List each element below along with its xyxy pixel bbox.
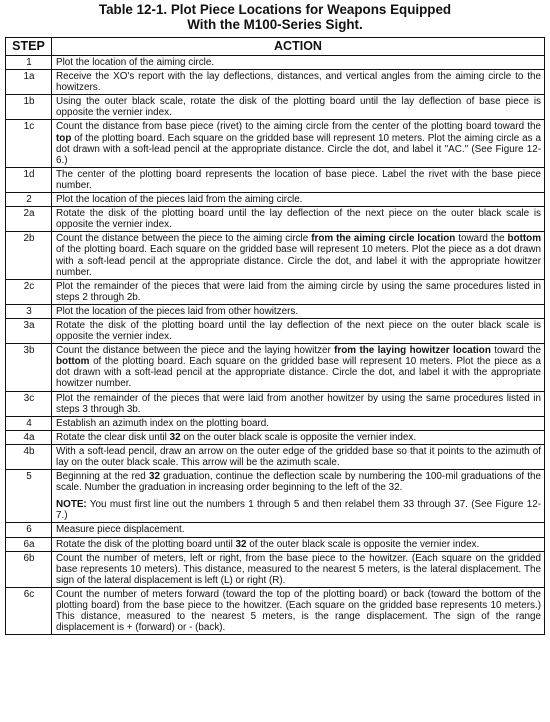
action-text: toward the	[455, 233, 508, 245]
action-cell	[52, 344, 545, 391]
step-cell: 3a	[6, 318, 52, 343]
action-cell	[52, 416, 545, 430]
action-column-header: ACTION	[52, 38, 545, 56]
action-cell	[52, 470, 545, 523]
action-text: With a soft-lead pencil, draw an arrow on the outer edge of the gridded base so that it points to the azimuth of lay on the outer black scale. This arrow will be the azimuth scale.	[56, 445, 541, 468]
action-text: toward the	[490, 345, 542, 357]
action-cell	[52, 70, 545, 95]
table-row	[6, 304, 545, 318]
table-title-line-1: Table 12-1. Plot Piece Locations for Weapons Equipped	[98, 2, 452, 17]
step-cell: 6b	[6, 551, 52, 587]
procedure-table	[5, 37, 545, 635]
step-cell: 1d	[6, 167, 52, 192]
action-cell	[52, 523, 545, 537]
action-text: Rotate the disk of the plotting board until the lay deflection of the next piece on the outer black scale is opposite the vernier index.	[56, 319, 541, 343]
step-cell: 1	[6, 56, 52, 70]
step-cell: 6	[6, 523, 52, 537]
table-title-line-2: With the M100-Series Sight.	[187, 17, 363, 32]
action-text: Rotate the clear disk until	[56, 431, 170, 443]
action-text: Receive the XO's report with the lay deflections, distances, and vertical angles from the aiming circle to the howitzers.	[56, 71, 541, 94]
emphasized-text: from the laying howitzer location	[334, 345, 491, 357]
action-text: of the plotting board. Each square on the gridded base will represent 10 meters. Plot the aiming circle as a dot drawn with a soft-lead pencil at the appropriate distance. Circle the dot, and label it "AC." (See Figure 12-6.)	[56, 132, 541, 166]
action-cell	[52, 207, 545, 232]
action-text: Beginning at the red	[56, 471, 149, 483]
emphasized-text: bottom	[56, 356, 90, 368]
action-cell	[52, 318, 545, 343]
step-cell: 2	[6, 193, 52, 207]
table-row	[6, 70, 545, 95]
step-cell: 3b	[6, 344, 52, 391]
action-text: Plot the location of the pieces laid from other howitzers.	[56, 305, 299, 317]
table-row	[6, 537, 545, 551]
step-column-header: STEP	[6, 38, 52, 56]
action-cell	[52, 391, 545, 416]
emphasized-text: top	[56, 132, 72, 144]
action-cell	[52, 304, 545, 318]
action-cell	[52, 537, 545, 551]
action-text: Plot the location of the pieces laid from the aiming circle.	[56, 194, 303, 206]
action-text: Plot the remainder of the pieces that were laid from the aiming circle by using the same procedures listed in steps 2 through 2b.	[56, 280, 541, 303]
table-row	[6, 95, 545, 120]
table-row	[6, 279, 545, 304]
step-cell: 6a	[6, 537, 52, 551]
emphasized-text: from the aiming circle location	[311, 233, 456, 245]
step-cell: 1c	[6, 120, 52, 167]
action-cell	[52, 193, 545, 207]
table-row	[6, 344, 545, 391]
action-cell	[52, 444, 545, 469]
table-header-row	[6, 38, 545, 56]
action-cell	[52, 279, 545, 304]
emphasized-text: 32	[169, 431, 181, 443]
table-row	[6, 430, 545, 444]
action-text: Count the number of meters forward (toward the top of the plotting board) or back (toward the bottom of the plotting board) from the base piece to the howitzer. (Each square on the gridded base represents 10 meters.) This distance, measured to the nearest 5 meters, is the range displacement. The sign of the range displacement is + (forward) or - (back).	[56, 588, 541, 634]
action-text: of the plotting board. Each square on the gridded base will represent 10 meters. Plot the piece as a dot drawn with a soft-lead pencil at the appropriate distance. Circle the dot, and label it with the appropriate howitzer number.	[56, 356, 541, 390]
action-text: Rotate the disk of the plotting board until the lay deflection of the next piece on the outer black scale is opposite the vernier index.	[56, 208, 541, 231]
step-cell: 2a	[6, 207, 52, 232]
note-text: You must first line out the numbers 1 through 5 and then relabel them 33 through 37. (See Figure 12-7.)	[56, 499, 541, 522]
step-cell: 4b	[6, 444, 52, 469]
table-row	[6, 207, 545, 232]
action-text: Establish an azimuth index on the plotting board.	[56, 417, 269, 429]
table-row	[6, 56, 545, 70]
step-cell: 4	[6, 416, 52, 430]
action-cell	[52, 167, 545, 192]
step-cell: 1b	[6, 95, 52, 120]
action-cell	[52, 430, 545, 444]
table-row	[6, 193, 545, 207]
action-text: The center of the plotting board represents the location of base piece. Label the rivet with the base piece number.	[56, 168, 541, 191]
action-cell	[52, 95, 545, 120]
action-cell	[52, 587, 545, 634]
action-text: Count the distance between the piece and the laying howitzer	[56, 345, 335, 357]
table-row	[6, 391, 545, 416]
action-cell	[52, 551, 545, 587]
table-body	[6, 56, 545, 635]
action-text: of the outer black scale is opposite the vernier index.	[246, 538, 480, 550]
table-row	[6, 120, 545, 167]
table-row	[6, 232, 545, 279]
table-title	[0, 0, 550, 34]
step-cell: 6c	[6, 587, 52, 634]
table-row	[6, 551, 545, 587]
step-cell: 2b	[6, 232, 52, 279]
step-cell: 1a	[6, 70, 52, 95]
action-text: graduation, continue the deflection scale by numbering the 100-mil graduations of the scale. Number the graduation in increasing order beginning to the left of the 32.	[56, 471, 541, 494]
action-text: Count the distance between the piece to the aiming circle	[56, 233, 312, 245]
step-cell: 3	[6, 304, 52, 318]
note-block	[56, 499, 541, 521]
step-cell: 4a	[6, 430, 52, 444]
step-cell: 5	[6, 470, 52, 523]
emphasized-text: 32	[148, 471, 160, 483]
table-row	[6, 416, 545, 430]
note-label: NOTE:	[56, 499, 87, 511]
action-text: Using the outer black scale, rotate the disk of the plotting board until the lay deflection of base piece is opposite the vernier index.	[56, 96, 541, 119]
table-row	[6, 318, 545, 343]
action-text: Plot the remainder of the pieces that were laid from another howitzer by using the same procedures listed in steps 3 through 3b.	[56, 392, 541, 415]
table-row	[6, 470, 545, 523]
action-text: Plot the location of the aiming circle.	[56, 57, 215, 68]
table-row	[6, 523, 545, 537]
emphasized-text: 32	[235, 538, 247, 550]
action-cell	[52, 56, 545, 70]
action-text: Measure piece displacement.	[56, 524, 185, 536]
action-text: Count the number of meters, left or right, from the base piece to the howitzer. (Each square on the gridded base represents 10 meters). This distance, measured to the nearest 5 meters, is the lateral displacement. The sign of the lateral displacement is left (L) or right (R).	[56, 552, 541, 586]
table-row	[6, 167, 545, 192]
action-text: Rotate the disk of the plotting board until	[56, 538, 236, 550]
step-cell: 2c	[6, 279, 52, 304]
emphasized-text: bottom	[507, 233, 541, 245]
action-text: Count the distance from base piece (rivet) to the aiming circle from the center of the plotting board toward the	[56, 121, 541, 133]
table-row	[6, 587, 545, 634]
action-cell	[52, 232, 545, 279]
action-text: on the outer black scale is opposite the vernier index.	[180, 431, 417, 443]
action-text: of the plotting board. Each square on the gridded base will represent 10 meters. Plot the piece as a dot drawn with a soft-lead pencil at the appropriate distance. Circle the dot, and label it with the appropriate howitzer number.	[56, 244, 541, 278]
action-cell	[52, 120, 545, 167]
step-cell: 3c	[6, 391, 52, 416]
table-row	[6, 444, 545, 469]
